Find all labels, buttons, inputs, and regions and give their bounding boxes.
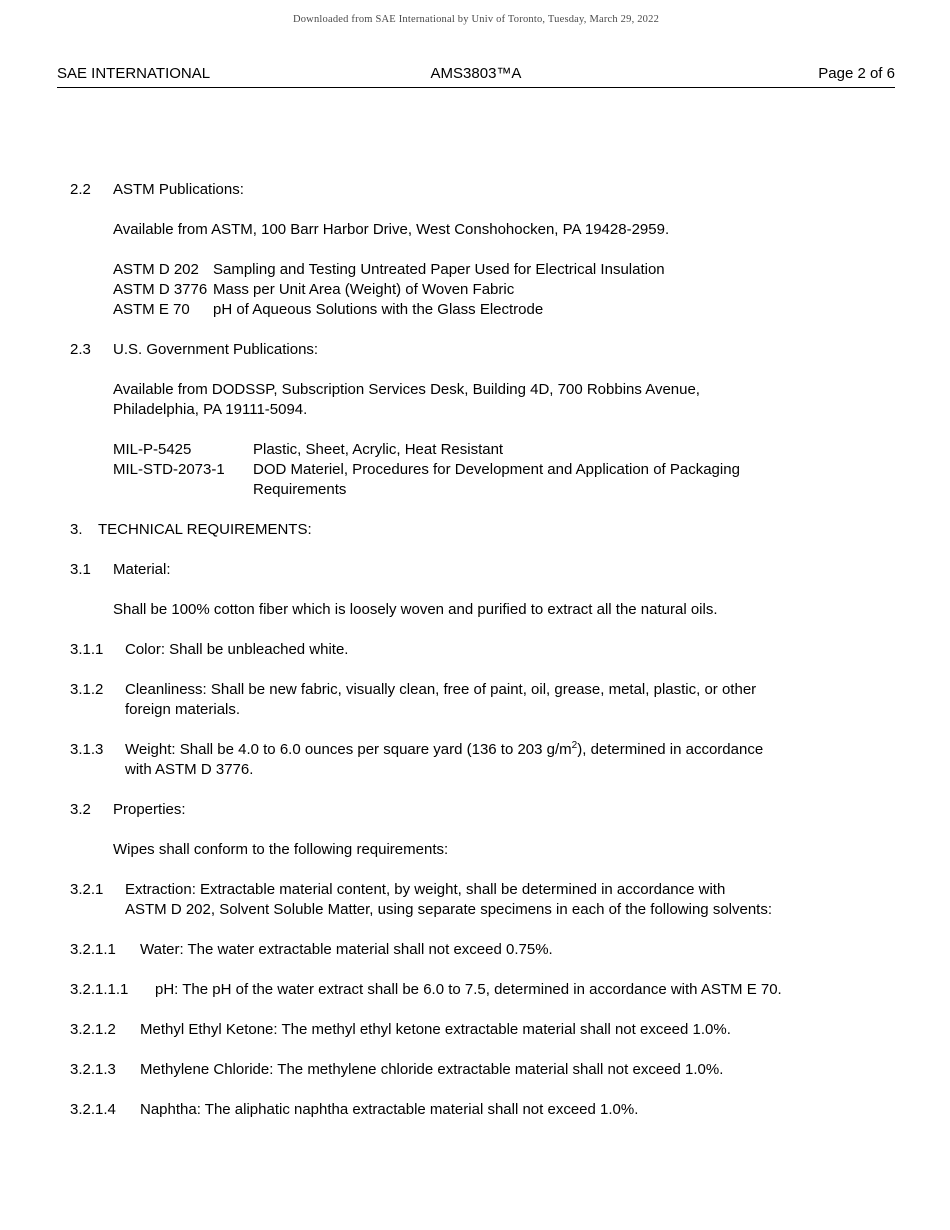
section-3-heading (70, 520, 895, 540)
reference-code: MIL-STD-2073-1 (113, 461, 225, 478)
section-3-2-1 (70, 880, 895, 920)
section-number: 3.2.1.4 (70, 1101, 116, 1118)
section-text (125, 740, 895, 780)
document-body (57, 180, 895, 1120)
section-number: 2.2 (70, 181, 91, 198)
section-number: 3.1.1 (70, 641, 104, 658)
section-text: pH: The pH of the water extract shall be 6.0 to 7.5, determined in accordance with ASTM E 70. (155, 981, 782, 998)
section-title: U.S. Government Publications: (113, 341, 319, 358)
watermark-text: Downloaded from SAE International by Univ of Toronto, Tuesday, March 29, 2022 (292, 14, 660, 25)
reference-title-line: DOD Materiel, Procedures for Development and Application of Packaging (253, 461, 740, 478)
section-3-2-1-1 (70, 940, 895, 960)
reference-title (253, 460, 895, 500)
paragraph-line (125, 740, 895, 760)
reference-row (113, 440, 895, 460)
section-text (125, 680, 895, 720)
section-title: TECHNICAL REQUIREMENTS: (98, 521, 312, 538)
section-title: Material: (113, 561, 171, 578)
reference-row (113, 280, 895, 300)
section-number: 3.1.3 (70, 741, 104, 758)
reference-code: ASTM D 202 (113, 261, 199, 278)
reference-row (113, 460, 895, 500)
reference-title: Plastic, Sheet, Acrylic, Heat Resistant (253, 441, 504, 458)
section-3-2-1-4 (70, 1100, 895, 1120)
section-number: 3.1.2 (70, 681, 104, 698)
section-title: ASTM Publications: (113, 181, 244, 198)
page-header (57, 65, 895, 82)
reference-code: MIL-P-5425 (113, 441, 192, 458)
section-3-2-1-2 (70, 1020, 895, 1040)
reference-title: Mass per Unit Area (Weight) of Woven Fabric (213, 281, 515, 298)
paragraph-line: ASTM D 202, Solvent Soluble Matter, using separate specimens in each of the following solvents: (125, 901, 773, 918)
section-number: 2.3 (70, 341, 91, 358)
section-text: Methylene Chloride: The methylene chloride extractable material shall not exceed 1.0%. (140, 1061, 724, 1078)
section-text: Color: Shall be unbleached white. (125, 641, 349, 658)
header-rule (57, 87, 895, 88)
mil-reference-list (113, 440, 895, 500)
header-document-number: AMS3803™A (430, 65, 522, 82)
reference-code: ASTM E 70 (113, 301, 190, 318)
paragraph-line: with ASTM D 3776. (125, 761, 254, 778)
section-3-2-1-3 (70, 1060, 895, 1080)
paragraph-properties-intro: Wipes shall conform to the following requirements: (113, 841, 449, 858)
section-2-3-heading (70, 340, 895, 360)
section-2-2-heading (70, 180, 895, 200)
paragraph-line: Philadelphia, PA 19111-5094. (113, 401, 308, 418)
reference-code: ASTM D 3776 (113, 281, 208, 298)
section-number: 3.2.1.2 (70, 1021, 116, 1038)
reference-row (113, 260, 895, 280)
header-page-number: Page 2 of 6 (818, 65, 895, 82)
paragraph-dodssp-address (113, 380, 895, 420)
section-3-2-heading (70, 800, 895, 820)
section-number: 3.2.1.1.1 (70, 981, 129, 998)
reference-title-line: Requirements (253, 481, 347, 498)
section-3-2-1-1-1 (70, 980, 895, 1000)
section-3-1-1 (70, 640, 895, 660)
paragraph-line: Available from DODSSP, Subscription Services Desk, Building 4D, 700 Robbins Avenue, (113, 381, 700, 398)
section-number: 3.2 (70, 801, 91, 818)
section-3-1-2 (70, 680, 895, 720)
superscript-exponent: 2 (571, 740, 578, 751)
paragraph-line: foreign materials. (125, 701, 241, 718)
section-number: 3. (70, 521, 83, 538)
section-3-1-3 (70, 740, 895, 780)
section-text: Naphtha: The aliphatic naphtha extractable material shall not exceed 1.0%. (140, 1101, 639, 1118)
paragraph-material: Shall be 100% cotton fiber which is loosely woven and purified to extract all the natural oils. (113, 601, 718, 618)
section-text: Methyl Ethyl Ketone: The methyl ethyl ketone extractable material shall not exceed 1.0%. (140, 1021, 731, 1038)
paragraph-astm-address: Available from ASTM, 100 Barr Harbor Drive, West Conshohocken, PA 19428-2959. (113, 221, 670, 238)
section-number: 3.1 (70, 561, 91, 578)
astm-reference-list (113, 260, 895, 320)
text-segment: Weight: Shall be 4.0 to 6.0 ounces per square yard (136 to 203 g/m (125, 741, 572, 758)
section-text (125, 880, 895, 920)
paragraph-line: Extraction: Extractable material content, by weight, shall be determined in accordance with (125, 881, 726, 898)
reference-title: pH of Aqueous Solutions with the Glass Electrode (213, 301, 544, 318)
text-segment: ), determined in accordance (577, 741, 764, 758)
section-3-1-heading (70, 560, 895, 580)
paragraph-line: Cleanliness: Shall be new fabric, visually clean, free of paint, oil, grease, metal, plastic, or other (125, 681, 757, 698)
section-number: 3.2.1 (70, 881, 104, 898)
reference-title: Sampling and Testing Untreated Paper Used for Electrical Insulation (213, 261, 665, 278)
section-text: Water: The water extractable material shall not exceed 0.75%. (140, 941, 553, 958)
section-number: 3.2.1.1 (70, 941, 116, 958)
reference-row (113, 300, 895, 320)
section-number: 3.2.1.3 (70, 1061, 116, 1078)
header-org-name: SAE INTERNATIONAL (57, 65, 211, 82)
section-title: Properties: (113, 801, 186, 818)
